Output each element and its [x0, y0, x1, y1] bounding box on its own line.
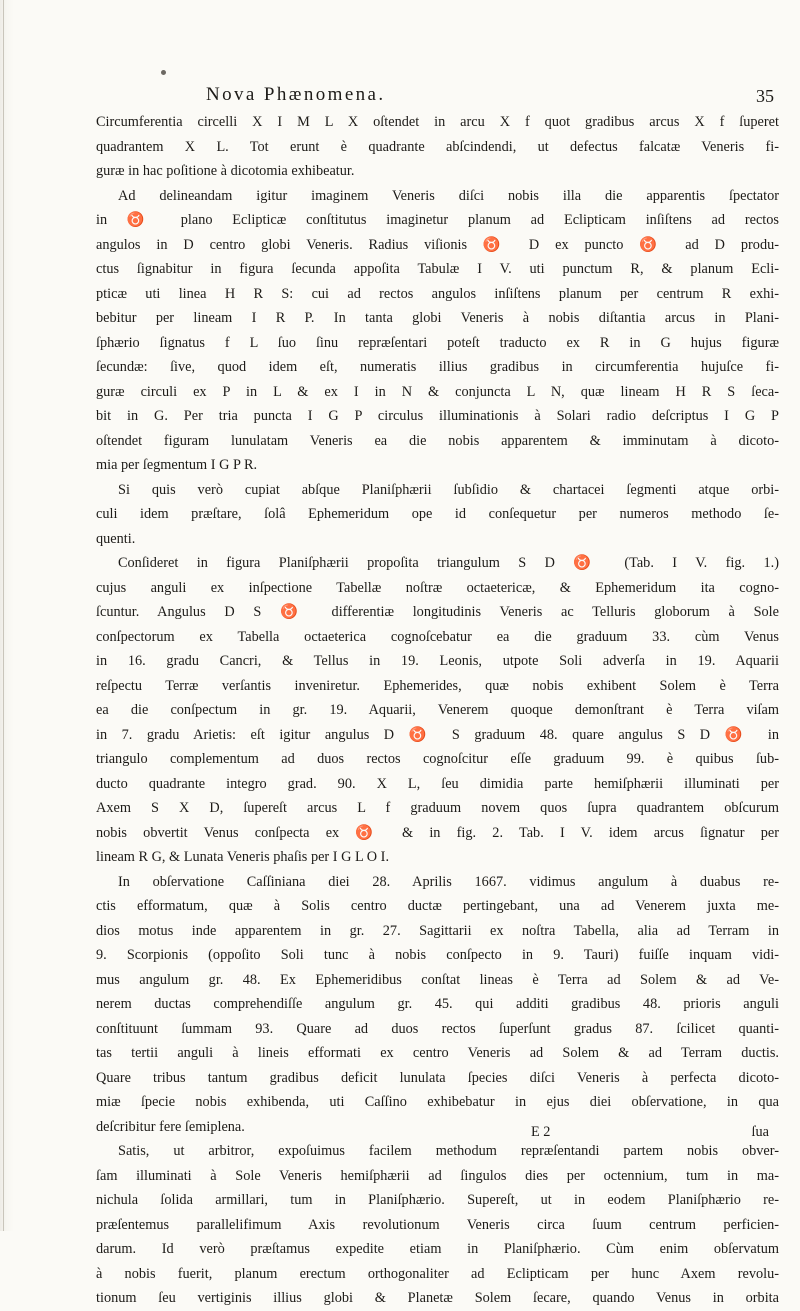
- text-line: quenti.: [96, 530, 136, 547]
- text-line: in 16. gradu Cancri, & Tellus in 19. Leonis, utpote Soli adverſa in 19. Aquarii: [96, 653, 779, 669]
- text-line: Si quis verò cupiat abſque Planiſphærii ſubſidio & chartacei ſegmenti atque orbi-: [118, 481, 779, 498]
- text-line: quadrantem X L. Tot erunt è quadrante abſcindendi, ut defectus falcatæ Veneris fi-: [96, 138, 779, 155]
- signature-mark: E 2: [531, 1124, 551, 1140]
- text-line: ducto quadrante integro grad. 90. X L, ſeu dimidia parte hemiſphærii illuminati per: [96, 775, 779, 792]
- text-line: mia per ſegmentum I G P R.: [96, 457, 258, 473]
- text-line: Quare tribus tantum gradibus deficit lunulata ſpecies diſci Veneris à perfecta dicoto-: [96, 1069, 779, 1086]
- text-line: Circumferentia circelli X I M L X oſtendet in arcu X f quot gradibus arcus X f ſuperet: [96, 114, 779, 130]
- text-line: ctis efformatum, quæ à Solis centro ductæ pertingebant, una ad Venerem juxta me-: [96, 898, 779, 914]
- text-line: nerem ductas comprehendiſſe angulum gr. 45. qui additi gradibus 48. prioris anguli: [96, 996, 779, 1012]
- text-line: guræ circuli ex P in L & ex I in N & conjuncta L N, quæ lineam H R S ſeca-: [96, 383, 779, 400]
- text-line: guræ in hac poſitione à dicotomia exhibeatur.: [96, 163, 355, 179]
- text-line: oſtendet figuram lunulatam Veneris ea die nobis apparentem & imminutam à dicoto-: [96, 432, 779, 449]
- text-line: tionum ſeu vertiginis illius globi & Planetæ Solem ſecare, quando Venus in orbita: [96, 1290, 779, 1306]
- text-line: mus angulum gr. 48. Ex Ephemeridibus conſtat lineas è Terra ad Solem & ad Ve-: [96, 971, 779, 988]
- text-line: bit in G. Per tria puncta I G P circulus illuminationis à Solari radio deſcriptus I G P: [96, 408, 779, 424]
- text-line: ea die conſpectum in gr. 19. Aquarii, Venerem quoque demonſtrant è Terra viſam: [96, 702, 779, 718]
- text-line: angulos in D centro globi Veneris. Radius viſionis ♉ D ex puncto ♉ ad D produ-: [96, 236, 779, 253]
- text-line: præſentemus parallelifimum Axis revolutionum Veneris circa ſuum centrum perficien-: [96, 1216, 779, 1233]
- text-line: tas tertii anguli à lineis efformati ex centro Veneris ad Solem & ad Terram ductis.: [96, 1045, 779, 1061]
- text-line: ſphærio ſignatus f L ſuo ſinu repræſentari poteſt traducto ex R in G hujus figuræ: [96, 334, 779, 351]
- text-line: 9. Scorpionis (oppoſito Soli tunc à nobis conſpecto in 9. Tauri) fuiſſe inquam vidi-: [96, 947, 779, 963]
- text-line: In obſervatione Caſſiniana diei 28. Aprilis 1667. vidimus angulum à duabus re-: [118, 873, 779, 890]
- text-line: ſecundæ: ſive, quod idem eſt, numeratis illius gradibus in circumferentia hujuſce fi-: [96, 359, 779, 375]
- text-line: nichula ſolida armillari, tum in Planiſphærio. Supereſt, ut in eodem Planiſphærio re-: [96, 1192, 779, 1208]
- text-line: lineam R G, & Lunata Veneris phaſis per I G L O I.: [96, 849, 390, 865]
- text-line: in 7. gradu Arietis: eſt igitur angulus D ♉ S graduum 48. quare angulus S D ♉ in: [96, 726, 779, 743]
- text-line: dios motus inde apparentem in gr. 27. Sagittarii ex noſtra Tabella, alia ad Terram in: [96, 922, 779, 939]
- text-line: conſpectorum ex Tabella octaeterica cognoſcebatur ea die graduum 33. cùm Venus: [96, 628, 779, 645]
- page-header: [120, 84, 774, 108]
- text-line: miæ ſpecie nobis exhibenda, uti Caſſino exhibebatur in ejus diei obſervatione, in qua: [96, 1094, 779, 1110]
- text-line: à nobis fuerit, planum erectum orthogonaliter ad Eclipticam per hunc Axem revolu-: [96, 1265, 779, 1282]
- text-line: conſtituunt ſummam 93. Quare ad duos rectos ſuperſunt gradus 87. ſcilicet quanti-: [96, 1020, 779, 1037]
- text-line: culi idem præſtare, ſolâ Ephemeridum ope id conſequetur per numeros methodo ſe-: [96, 506, 779, 522]
- text-line: nobis obvertit Venus conſpecta ex ♉ & in fig. 2. Tab. I V. idem arcus ſignatur per: [96, 824, 779, 841]
- text-line: Satis, ut arbitror, expoſuimus facilem methodum repræſentandi partem nobis obver-: [118, 1143, 779, 1159]
- text-line: bebitur per lineam I R P. In tanta globi Veneris à nobis diſtantia arcus in Plani-: [96, 310, 779, 326]
- text-line: cujus anguli ex inſpectione Tabellæ noſtræ octaetericæ, & Ephemeridum ita cogno-: [96, 579, 779, 596]
- text-line: Axem S X D, ſupereſt arcus L f graduum novem quos ſupra quadrantem obſcurum: [96, 800, 779, 816]
- catchword: ſua: [751, 1124, 769, 1140]
- text-line: ſcuntur. Angulus D S ♉ differentiæ longitudinis Veneris ac Telluris globorum à Sole: [96, 604, 779, 620]
- running-title: Nova Phænomena.: [206, 84, 386, 105]
- text-line: triangulo complementum ad duos rectos cognoſcitur eſſe graduum 99. è quibus ſub-: [96, 751, 779, 767]
- ink-dot-ornament: [161, 70, 166, 75]
- page-footer: [96, 1124, 779, 1146]
- text-line: ctus ſignabitur in figura ſecunda appoſita Tabulæ I V. uti punctum R, & planum Ecli-: [96, 261, 779, 277]
- page-number: 35: [756, 86, 774, 106]
- text-line: reſpectu Terræ verſantis inveniretur. Ephemerides, quæ nobis exhibent Solem è Terra: [96, 677, 779, 694]
- text-line: ſam illuminati à Sole Veneris hemiſphærii ad ſingulos dies per octennium, tum in ma-: [96, 1167, 779, 1184]
- text-line: darum. Id verò præſtamus expedite etiam in Planiſphærio. Cùm enim obſervatum: [96, 1241, 779, 1257]
- text-line: deſcribitur fere ſemiplena.: [96, 1118, 245, 1135]
- text-line: pticæ uti linea H R S: cui ad rectos angulos inſiſtens planum per centrum R exhi-: [96, 285, 779, 302]
- page-gutter-edge: [3, 0, 4, 1231]
- text-line: in ♉ plano Eclipticæ conſtitutus imaginetur planum ad Eclipticam inſiſtens ad rectos: [96, 212, 779, 228]
- text-line: Conſideret in figura Planiſphærii propoſita triangulum S D ♉ (Tab. I V. fig. 1.): [118, 555, 779, 571]
- text-line: Ad delineandam igitur imaginem Veneris diſci nobis illa die apparentis ſpectator: [118, 187, 779, 204]
